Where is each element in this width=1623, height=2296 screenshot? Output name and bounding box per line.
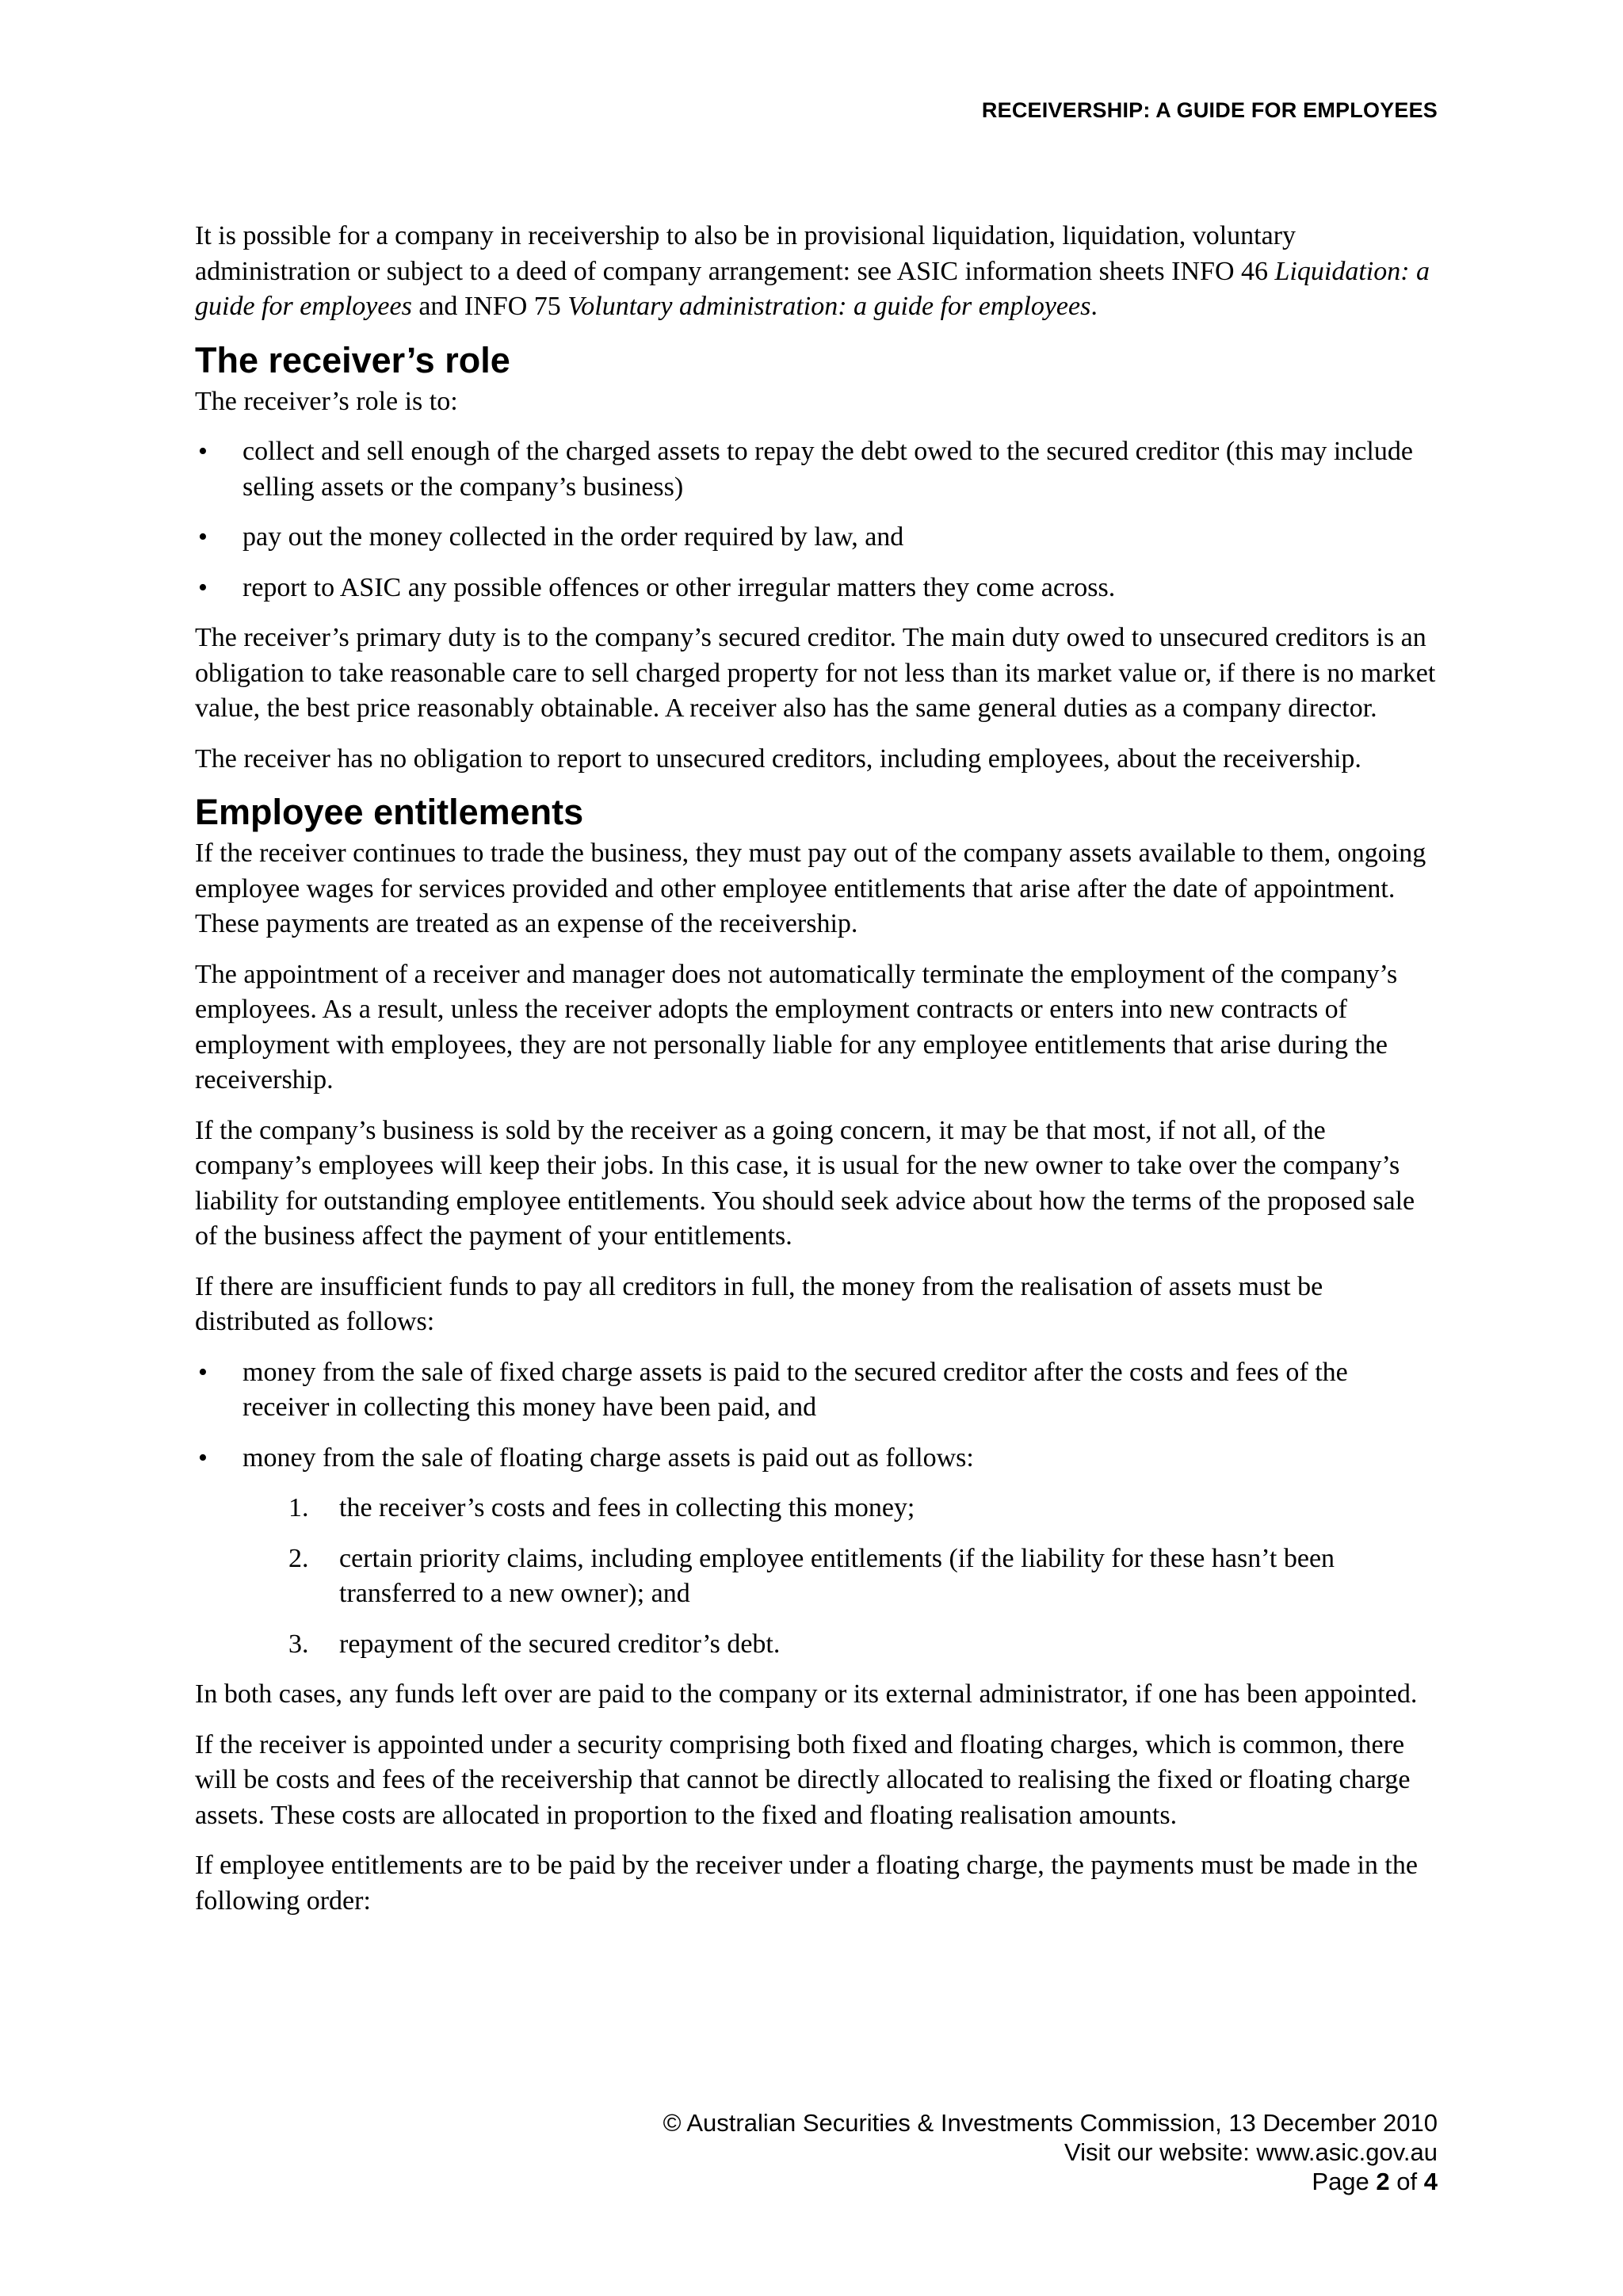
entitlements-paragraph: If the receiver is appointed under a security comprising both fixed and floating charges, which is common, there will be costs and fees of the receivership that cannot be directly allocated to realising the fixed or floating charge assets. These costs are allocated in proportion to the fixed and floating realisation amounts. — [195, 1729, 1411, 1830]
intro-title-info75: Voluntary administration: a guide for employees — [567, 292, 1091, 321]
list-item-text: pay out the money collected in the order required by law, and — [242, 522, 904, 552]
list-item — [195, 1355, 1441, 1426]
bullet-icon: • — [198, 1357, 208, 1387]
intro-paragraph — [195, 219, 1441, 325]
list-item-text: report to ASIC any possible offences or other irregular matters they come across. — [242, 572, 1116, 602]
bullet-icon: • — [198, 1442, 208, 1473]
role-lead: The receiver’s role is to: — [195, 386, 458, 416]
list-item — [195, 434, 1441, 505]
role-bullet-list — [195, 434, 1441, 606]
intro-text-1: It is possible for a company in receivership to also be in provisional liquidation, liquidation, voluntary administration or subject to a deed of company arrangement: see ASIC information sheets INFO 46 — [195, 221, 1296, 286]
page-number — [663, 2167, 1438, 2196]
page-current: 2 — [1376, 2168, 1390, 2195]
heading-employee-entitlements: Employee entitlements — [195, 792, 584, 832]
entitlements-paragraph: The appointment of a receiver and manager does not automatically terminate the employment of the company’s employees. As a result, unless the receiver adopts the employment contracts or enters into new contracts of employment with employees, they are not personally liable for any employee entitlements that arise during the receivership. — [195, 959, 1398, 1095]
bullet-icon: • — [198, 572, 208, 602]
numbered-item-text: the receiver’s costs and fees in collecting this money; — [339, 1493, 915, 1522]
floating-charge-order-list — [242, 1491, 1441, 1662]
list-item — [195, 1441, 1441, 1663]
list-item-text: collect and sell enough of the charged assets to repay the debt owed to the secured creditor (this may include selling assets or the company’s business) — [242, 437, 1413, 502]
website-line: Visit our website: www.asic.gov.au — [1064, 2138, 1438, 2166]
list-item — [195, 520, 1441, 556]
heading-receivers-role: The receiver’s role — [195, 339, 510, 380]
page-total: 4 — [1423, 2168, 1438, 2195]
page-of: of — [1389, 2168, 1424, 2195]
entitlements-paragraph: If the company’s business is sold by the receiver as a going concern, it may be that most, if not all, of the company’s employees will keep their jobs. In this case, it is usual for the new owner to take over the company’s liability for outstanding employee entitlements. You should seek advice about how the terms of the proposed sale of the business affect the payment of your entitlements. — [195, 1115, 1415, 1251]
page-footer — [663, 2108, 1438, 2196]
role-paragraph: The receiver’s primary duty is to the company’s secured creditor. The main duty owed to unsecured creditors is an obligation to take reasonable care to sell charged property for not less than its market value or, if there is no market value, the best price reasonably obtainable. A receiver also has the same general duties as a company director. — [195, 623, 1436, 723]
entitlements-paragraph: In both cases, any funds left over are paid to the company or its external administrator, if one has been appointed. — [195, 1679, 1418, 1709]
item-number: 1. — [288, 1493, 309, 1522]
item-number: 3. — [288, 1629, 309, 1659]
page-content — [195, 219, 1441, 1934]
numbered-item-text: certain priority claims, including employee entitlements (if the liability for these hasn’t been transferred to a new owner); and — [339, 1543, 1335, 1608]
page-label: Page — [1312, 2168, 1377, 2195]
intro-title-info46: Liquidation: a guide for employees — [195, 256, 1430, 321]
list-item-text: money from the sale of fixed charge assets is paid to the secured creditor after the costs and fees of the receiver in collecting this money have been paid, and — [242, 1357, 1348, 1422]
role-paragraph: The receiver has no obligation to report to unsecured creditors, including employees, about the receivership. — [195, 743, 1361, 774]
numbered-item — [242, 1627, 1441, 1663]
intro-text-3: . — [1090, 292, 1098, 321]
list-item — [195, 571, 1441, 606]
list-item-text: money from the sale of floating charge assets is paid out as follows: — [242, 1442, 974, 1473]
entitlements-paragraph: If employee entitlements are to be paid by the receiver under a floating charge, the payments must be made in the following order: — [195, 1851, 1418, 1916]
entitlements-paragraph: If there are insufficient funds to pay all creditors in full, the money from the realisation of assets must be distributed as follows: — [195, 1271, 1323, 1336]
numbered-item — [242, 1491, 1441, 1526]
entitlements-paragraph: If the receiver continues to trade the business, they must pay out of the company assets available to them, ongoing employee wages for services provided and other employee entitlements that arise after the date of appointment. These payments are treated as an expense of the receivership. — [195, 839, 1426, 938]
bullet-icon: • — [198, 522, 208, 552]
intro-text-2: and INFO 75 — [411, 292, 568, 321]
item-number: 2. — [288, 1543, 309, 1573]
distribution-bullet-list — [195, 1355, 1441, 1663]
copyright-notice: © Australian Securities & Investments Commission, 13 December 2010 — [663, 2109, 1438, 2137]
bullet-icon: • — [198, 437, 208, 466]
running-header: RECEIVERSHIP: A GUIDE FOR EMPLOYEES — [981, 98, 1438, 122]
numbered-item — [242, 1541, 1441, 1612]
numbered-item-text: repayment of the secured creditor’s debt. — [339, 1629, 781, 1659]
